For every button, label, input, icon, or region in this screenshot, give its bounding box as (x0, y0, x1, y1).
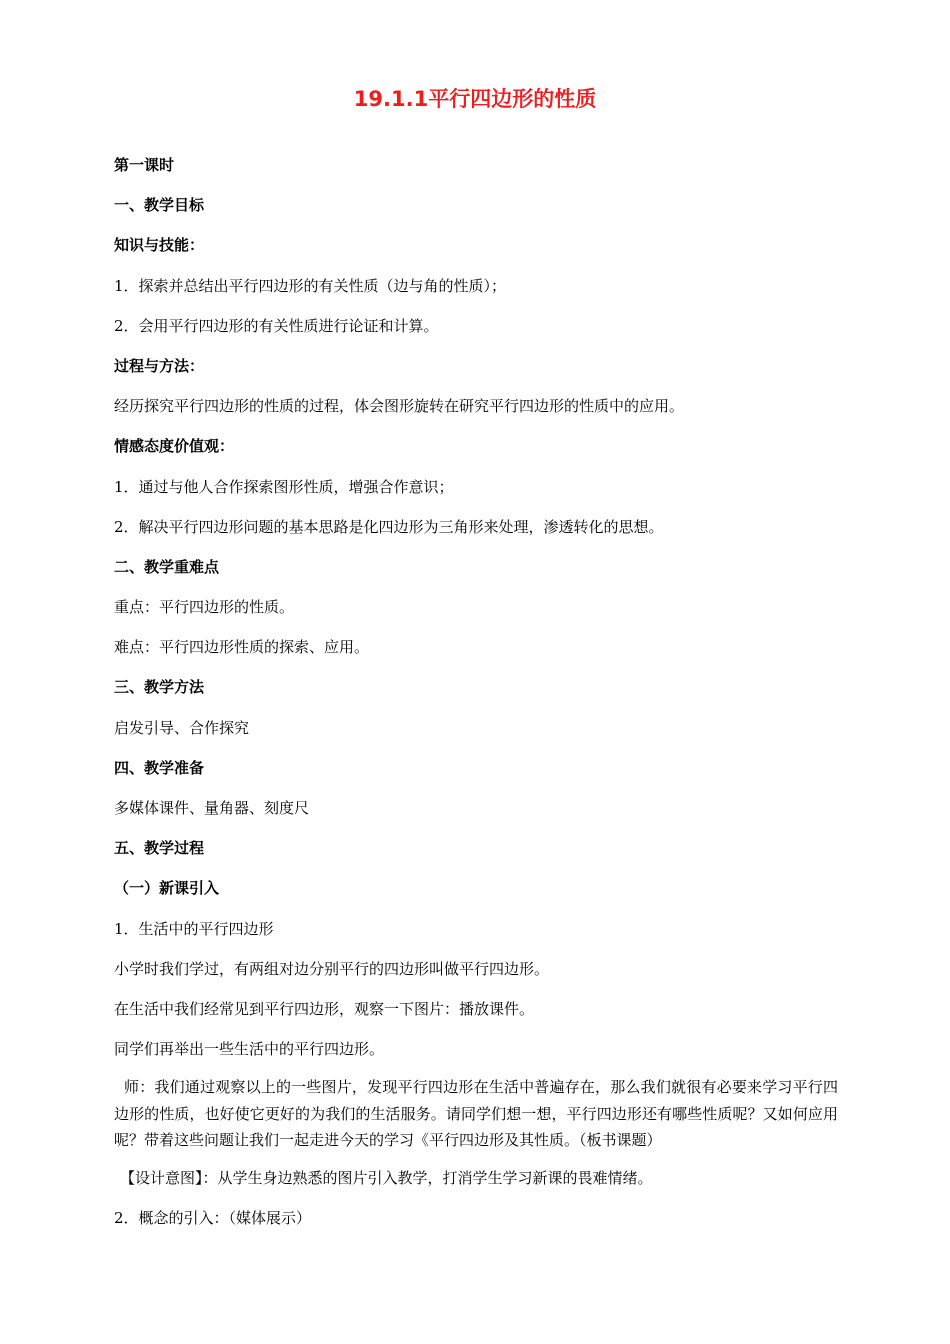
lesson-period: 第一课时 (114, 156, 175, 174)
body-line: 1．通过与他人合作探索图形性质，增强合作意识； (114, 477, 454, 496)
body-line: 2．解决平行四边形问题的基本思路是化四边形为三角形来处理，渗透转化的思想。 (114, 517, 664, 536)
document-body (114, 150, 838, 1243)
body-line: 难点：平行四边形性质的探索、应用。 (114, 638, 370, 657)
design-intent: 【设计意图】：从学生身边熟悉的图片引入教学，打消学生学习新课的畏难情绪。 (120, 1168, 653, 1187)
section-heading-key-points: 二、教学重难点 (114, 557, 220, 576)
subheading-knowledge: 知识与技能： (114, 236, 205, 255)
body-line: 1．生活中的平行四边形 (114, 919, 274, 938)
body-line: 重点：平行四边形的性质。 (114, 598, 295, 617)
teacher-paragraph: 师：我们通过观察以上的一些图片，发现平行四边形在生活中普遍存在，那么我们就很有必要来学习平行四边形的性质，也好使它更好的为我们的生活服务。请同学们想一想，平行四边形还有哪些性质呢？又如何应用呢？带着这些问题让我们一起走进今天的学习《平行四边形及其性质。（板书课题） (114, 1078, 838, 1150)
section-heading-goals: 一、教学目标 (114, 196, 205, 215)
subheading-process: 过程与方法： (114, 356, 205, 375)
section-heading-process: 五、教学过程 (114, 839, 205, 858)
concept-intro: 2．概念的引入：（媒体展示） (114, 1209, 312, 1227)
body-line: 同学们再举出一些生活中的平行四边形。 (114, 1040, 385, 1059)
section-heading-methods: 三、教学方法 (114, 678, 205, 697)
subheading-attitude: 情感态度价值观： (114, 437, 235, 456)
body-line: 1．探索并总结出平行四边形的有关性质（边与角的性质）； (114, 276, 507, 295)
body-line: 在生活中我们经常见到平行四边形，观察一下图片：播放课件。 (114, 999, 535, 1018)
body-line: 小学时我们学过，有两组对边分别平行的四边形叫做平行四边形。 (114, 959, 550, 978)
section-heading-preparation: 四、教学准备 (114, 758, 205, 777)
body-line: 启发引导、合作探究 (114, 718, 250, 737)
body-line: 经历探究平行四边形的性质的过程，体会图形旋转在研究平行四边形的性质中的应用。 (114, 397, 685, 416)
document-title: 19.1.1平行四边形的性质 (353, 87, 597, 111)
body-line: 2．会用平行四边形的有关性质进行论证和计算。 (114, 316, 439, 335)
body-line: 多媒体课件、量角器、刻度尺 (114, 799, 310, 817)
subheading-intro: （一）新课引入 (114, 879, 220, 898)
